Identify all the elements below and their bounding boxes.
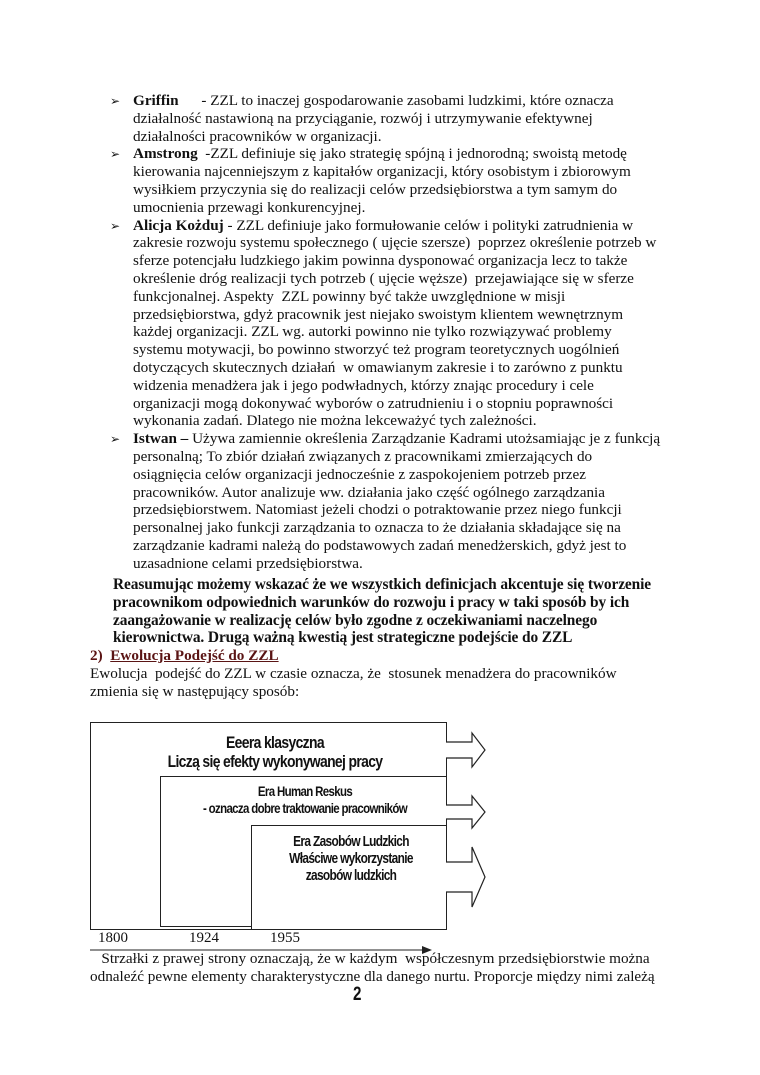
definition-line [133, 128, 382, 145]
definition-text: kierowania najcenniejszym z kapitałów organizacji, który osobistym i zbiorowym [133, 163, 631, 181]
intro-line: zmienia się w następujący sposób: [90, 683, 300, 700]
definition-text: zarządzanie kadrami należą do podstawowych zadań menedżerskich, gdyż jest to [133, 537, 627, 554]
bullet-arrow-icon: ➢ [110, 218, 121, 233]
era-classic-label [148, 733, 402, 771]
definition-text: personalną; To zbiór działań związanych z pracownikami zmierzających do [133, 448, 593, 465]
definition-text: przedsiębiorstwa, gdyż pracownik jest niejako swoistym klientem wewnętrznym [133, 305, 624, 323]
section-heading [90, 647, 279, 664]
definition-text: określenie dróg realizacji tych potrzeb ( ujęcie węższe) przejawiające się w sferze [133, 270, 634, 287]
definition-text: umocnienia przewagi konkurencyjnej. [133, 198, 366, 216]
definition-line [133, 163, 631, 180]
definition-text: organizacji mogą dokonywać wyborów o zatrudnieniu i o stopniu poprawności [133, 394, 614, 412]
summary-line: zaangażowanie w realizację celów było zgodne z oczekiwaniami naczelnego [113, 611, 598, 629]
year-label: 1800 [98, 930, 128, 946]
definition-line [133, 110, 593, 127]
definition-text: każdej organizacji. ZZL wg. autorki powinno nie tylko rozwiązywać problemy [133, 323, 612, 341]
arrow-right-icon [446, 796, 485, 828]
definition-text: -ZZL definiuje się jako strategię spójną i jednorodną; swoistą metodę [197, 145, 627, 163]
summary-line: pracownikom odpowiednich warunków do rozwoju i pracy w taki sposób by ich [113, 593, 630, 611]
definition-line [133, 377, 594, 394]
bullet-arrow-icon: ➢ [110, 94, 121, 108]
era-description: - oznacza dobre traktowanie pracowników [202, 800, 408, 816]
author-name: Griffin [133, 92, 179, 109]
definition-line [133, 395, 613, 412]
definition-line [133, 341, 619, 358]
definition-line [133, 306, 623, 323]
definition-line [133, 466, 586, 483]
intro-line: Ewolucja podejść do ZZL w czasie oznacza, że stosunek menadżera do pracowników [90, 665, 617, 682]
definition-text: przedsiębiorstwem. Natomiast jeżeli chodzi o potraktowanie przez niego funkcji [133, 501, 622, 519]
author-name: Amstrong [133, 145, 198, 163]
definition-text: systemu motywacji, bo powinno stworzyć też program teoretycznych uogólnień [133, 341, 620, 359]
definition-text: osiągnięcia celów organizacji jednocześnie z zaspokojeniem potrzeb przez [133, 465, 587, 483]
definition-line [133, 359, 623, 376]
bullet-arrow-icon: ➢ [110, 147, 121, 162]
definition-line [133, 519, 621, 536]
definition-line [133, 92, 614, 109]
definition-text: - ZZL to inaczej gospodarowanie zasobami ludzkimi, które oznacza [178, 92, 614, 109]
summary-line: Reasumując możemy wskazać że we wszystkich definicjach akcentuje się tworzenie [113, 576, 652, 593]
era-arrows [440, 725, 490, 925]
definition-line [133, 412, 537, 429]
definition-text: Używa zamiennie określenia Zarządzanie Kadrami utożsamiając je z funkcją [188, 430, 661, 448]
definition-line [133, 145, 627, 162]
arrow-right-icon [446, 733, 485, 767]
definition-text: - ZZL definiuje jako formułowanie celów i polityki zatrudnienia w [223, 216, 634, 234]
definition-text: dotyczących skutecznych działań w omawianym zakresie i to zarówno z punktu [133, 359, 623, 376]
definition-line [133, 501, 622, 518]
definition-line [133, 448, 592, 465]
definition-text: personalnej jako funkcji zarządzania to oznacza to że działania składające się na [133, 519, 621, 537]
era-title: Era Human Reskus [257, 783, 353, 799]
definition-text: działalności pracowników w organizacji. [133, 127, 382, 145]
definition-text: widzenia menadżera jak i jego podwładnych, którzy znając procedury i cele [133, 376, 594, 394]
definition-line [133, 323, 612, 340]
era-description: zasobów ludzkich [305, 868, 397, 884]
era-description: Liczą się efekty wykonywanej pracy [167, 752, 383, 771]
definition-line [133, 199, 365, 216]
definition-text: działalność nastawioną na przyciąganie, rozwój i utrzymywanie efektywnej [133, 109, 593, 127]
era-description: Właściwe wykorzystanie [289, 851, 413, 867]
definition-line [133, 234, 656, 251]
era-human-label [194, 783, 415, 817]
definition-line [133, 484, 605, 501]
closing-line: odnaleźć pewne elementy charakterystyczne dla danego nurtu. Proporcje między nimi zależą [90, 968, 655, 985]
section-title: Ewolucja Podejść do ZZL [110, 647, 279, 664]
definition-line [133, 181, 617, 198]
definition-line [133, 537, 626, 554]
definition-line [133, 217, 633, 234]
page-number: 2 [353, 984, 362, 1005]
author-name: Alicja Kożduj [133, 216, 224, 234]
definition-line [133, 430, 660, 447]
arrow-right-icon [446, 847, 485, 907]
era-resources-label [273, 834, 429, 885]
era-title: Era Zasobów Ludzkich [293, 834, 409, 850]
definition-text: wykonania zadań. Dlatego nie można lekceważyć tych zależności. [133, 412, 537, 430]
year-label: 1955 [270, 930, 300, 946]
definition-line [133, 252, 627, 269]
definition-text: zakresie rozwoju systemu społecznego ( ujęcie szersze) poprzez określenie potrzeb w [133, 234, 657, 252]
bullet-arrow-icon: ➢ [110, 432, 121, 447]
definition-line [133, 288, 565, 305]
closing-line: Strzałki z prawej strony oznaczają, że w każdym współczesnym przedsiębiorstwie można [90, 950, 650, 967]
definition-line [133, 555, 363, 572]
definition-text: wysiłkiem przyczynia się do realizacji celów przedsiębiorstwa a tym samym do [133, 181, 618, 198]
section-number: 2) [90, 647, 103, 664]
definition-text: pracowników. Autor analizuje ww. działania jako część ogólnego zarządzania [133, 483, 606, 501]
summary-line: kierownictwa. Drugą ważną kwestią jest strategiczne podejście do ZZL [113, 629, 573, 647]
definition-text: uzasadnione celami przedsiębiorstwa. [133, 554, 363, 572]
definition-line [133, 270, 634, 287]
era-title: Eeera klasyczna [226, 733, 324, 752]
author-name: Istwan – [133, 430, 189, 448]
definition-text: sferze potencjału ludzkiego jakim powinna dysponować organizacja lecz to także [133, 252, 628, 270]
definition-text: funkcjonalnej. Aspekty ZZL powinny być także uwzględnione w misji [133, 287, 566, 305]
year-label: 1924 [189, 930, 219, 946]
